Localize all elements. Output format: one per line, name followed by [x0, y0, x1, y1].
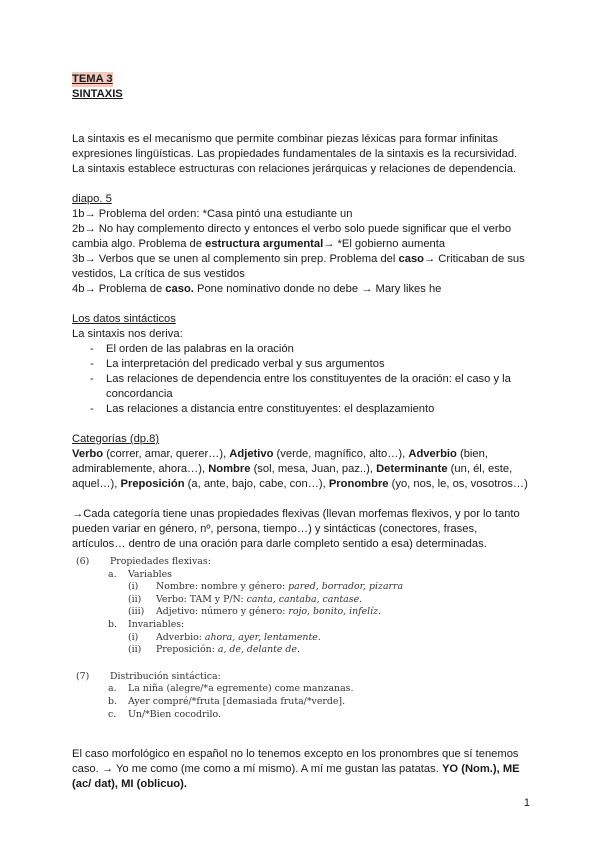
list-item: - El orden de las palabras en la oración [72, 342, 534, 357]
datos-list [72, 342, 534, 417]
diapo-heading: diapo. 5 [72, 193, 112, 205]
intro-paragraph: La sintaxis es el mecanismo que permite combinar piezas léxicas para formar infinitas expresiones lingüísticas. Las propiedades fundamentales de la sintaxis es la recursividad. La sintaxis establece estructuras con relaciones jerárquicas y relaciones de dependencia. [72, 133, 518, 175]
datos-heading: Los datos sintácticos [72, 313, 176, 325]
list-item: - Las relaciones a distancia entre constituyentes: el desplazamiento [72, 402, 534, 417]
final-paragraph: El caso morfológico en español no lo tenemos excepto en los pronombres que sí tenemos caso. → Yo me como (me como a mí mismo). A mí me gustan las patatas. YO (Nom.), ME (ac/ dat), MI (oblicuo). [72, 748, 520, 791]
example-7-image: (7) Distribución sintáctica: a. La niña (alegre/*a egremente) come manzanas. b. Ayer compré/*fruta [demasiada fruta/*verde]. c. Un/*Bien cocodrilo. [76, 670, 354, 720]
list-item: - La interpretación del predicado verbal y sus argumentos [72, 357, 534, 372]
diapo-section: diapo. 5 1b→ Problema del orden: *Casa pintó una estudiante un 2b→ No hay complemento directo y entonces el verbo solo puede significar que el verbo cambia algo. Problema de estructura argumental→ *El gobierno aumenta 3b→ Verbos que se unen al complemento sin prep. Problema del caso→ Criticaban de sus vestidos, La crítica de sus vestidos 4b→ Problema de caso. Pone nominativo donde no debe → Mary likes he [72, 192, 534, 297]
sintaxis-title: SINTAXIS [72, 88, 123, 100]
list-item: - Las relaciones de dependencia entre los constituyentes de la oración: el caso y la concordancia [72, 372, 534, 402]
flexivas-paragraph: →Cada categoría tiene unas propiedades flexivas (llevan morfemas flexivos, y por lo tanto pueden variar en género, nº, persona, tiempo…) y sintácticas (conectores, frases, artículos… dentro de una oración para darle completo sentido a esa) determinadas. [72, 508, 520, 550]
categorias-section: Categorías (dp.8) Verbo (correr, amar, querer…), Adjetivo (verde, magnífico, alto…), Adverbio (bien, admirablemente, ahora…), Nombre (sol, mesa, Juan, paz..), Determinante (un, él, este, aquel…), Preposición (a, ante, bajo, cabe, con…), Pronombre (yo, nos, le, os, vosotros…) [72, 433, 528, 490]
page-number: 1 [523, 797, 530, 809]
tema-title: TEMA 3 [72, 73, 113, 85]
example-6-image: (6) Propiedades flexivas: a. Variables (i) Nombre: nombre y género: pared, borrador, pizarra (ii) Verbo: TAM y P/N: canta, cantaba, cantase. (iii) Adjetivo: número y género: rojo, bonito, infelíz. b. Invariables: (i) Adverbio: ahora, ayer, lentamente. (ii) Preposición: a, de, delante de. [76, 556, 404, 656]
document-body [72, 72, 534, 792]
datos-section: Los datos sintácticos La sintaxis nos deriva: - El orden de las palabras en la oración - La interpretación del predicado verbal y sus argumentos - Las relaciones de dependencia entre los constituyentes de la oración: el caso y la concordancia - Las relaciones a distancia entre constituyentes: el desplazamiento [72, 312, 534, 417]
